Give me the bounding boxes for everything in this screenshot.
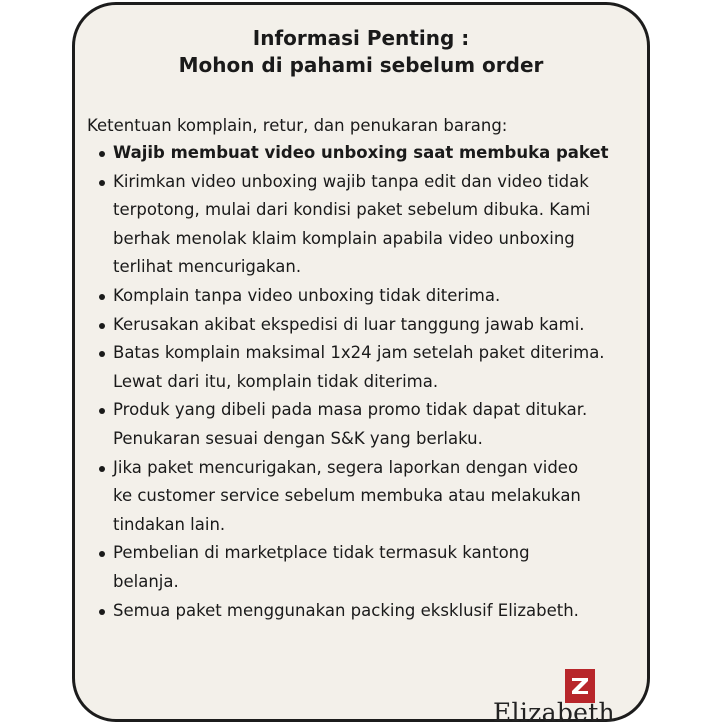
rule-line: belanja.	[113, 571, 179, 591]
title-line-1: Informasi Penting :	[252, 26, 470, 50]
rule-line: Batas komplain maksimal 1x24 jam setelah paket diterima.	[113, 343, 605, 363]
bullet-icon	[99, 294, 105, 300]
rule-line: tindakan lain.	[113, 514, 226, 534]
rule-item	[113, 396, 653, 453]
logo-wordmark: Elizabeth	[493, 698, 615, 727]
info-card	[72, 2, 650, 727]
bullet-icon	[99, 466, 105, 472]
rule-item	[113, 311, 653, 340]
bullet-icon	[99, 408, 105, 414]
rule-item	[113, 339, 653, 396]
rule-item	[113, 168, 653, 282]
rule-item	[113, 282, 653, 311]
rule-line: Kerusakan akibat ekspedisi di luar tanggung jawab kami.	[113, 314, 585, 334]
rule-item	[113, 597, 653, 626]
rule-line: berhak menolak klaim komplain apabila video unboxing	[113, 228, 575, 248]
rule-item	[113, 539, 653, 596]
bullet-icon	[99, 351, 105, 357]
rule-line: Kirimkan video unboxing wajib tanpa edit dan video tidak	[113, 171, 589, 191]
rule-line: Pembelian di marketplace tidak termasuk kantong	[113, 543, 530, 563]
bullet-icon	[99, 609, 105, 615]
rule-line: terpotong, mulai dari kondisi paket sebelum dibuka. Kami	[113, 200, 591, 220]
rule-item	[113, 139, 653, 168]
rule-line: Komplain tanpa video unboxing tidak diterima.	[113, 285, 501, 305]
bullet-icon	[99, 551, 105, 557]
rule-line: terlihat mencurigakan.	[113, 257, 302, 277]
rule-line: ke customer service sebelum membuka atau melakukan	[113, 486, 581, 506]
bullet-icon	[99, 180, 105, 186]
bullet-icon	[99, 151, 105, 157]
rule-line: Wajib membuat video unboxing saat membuka paket	[113, 143, 609, 162]
page-title	[75, 25, 647, 79]
title-line-2: Mohon di pahami sebelum order	[178, 53, 544, 77]
bullet-icon	[99, 323, 105, 329]
rule-item	[113, 454, 653, 540]
intro-text: Ketentuan komplain, retur, dan penukaran barang:	[87, 116, 508, 135]
rule-line: Semua paket menggunakan packing eksklusif Elizabeth.	[113, 600, 579, 620]
elizabeth-logo	[493, 669, 623, 727]
rule-line: Jika paket mencurigakan, segera laporkan dengan video	[113, 457, 579, 477]
rule-line: Lewat dari itu, komplain tidak diterima.	[113, 371, 439, 391]
rules-list	[113, 139, 653, 625]
rule-line: Penukaran sesuai dengan S&K yang berlaku.	[113, 428, 483, 448]
rule-line: Produk yang dibeli pada masa promo tidak dapat ditukar.	[113, 400, 588, 420]
